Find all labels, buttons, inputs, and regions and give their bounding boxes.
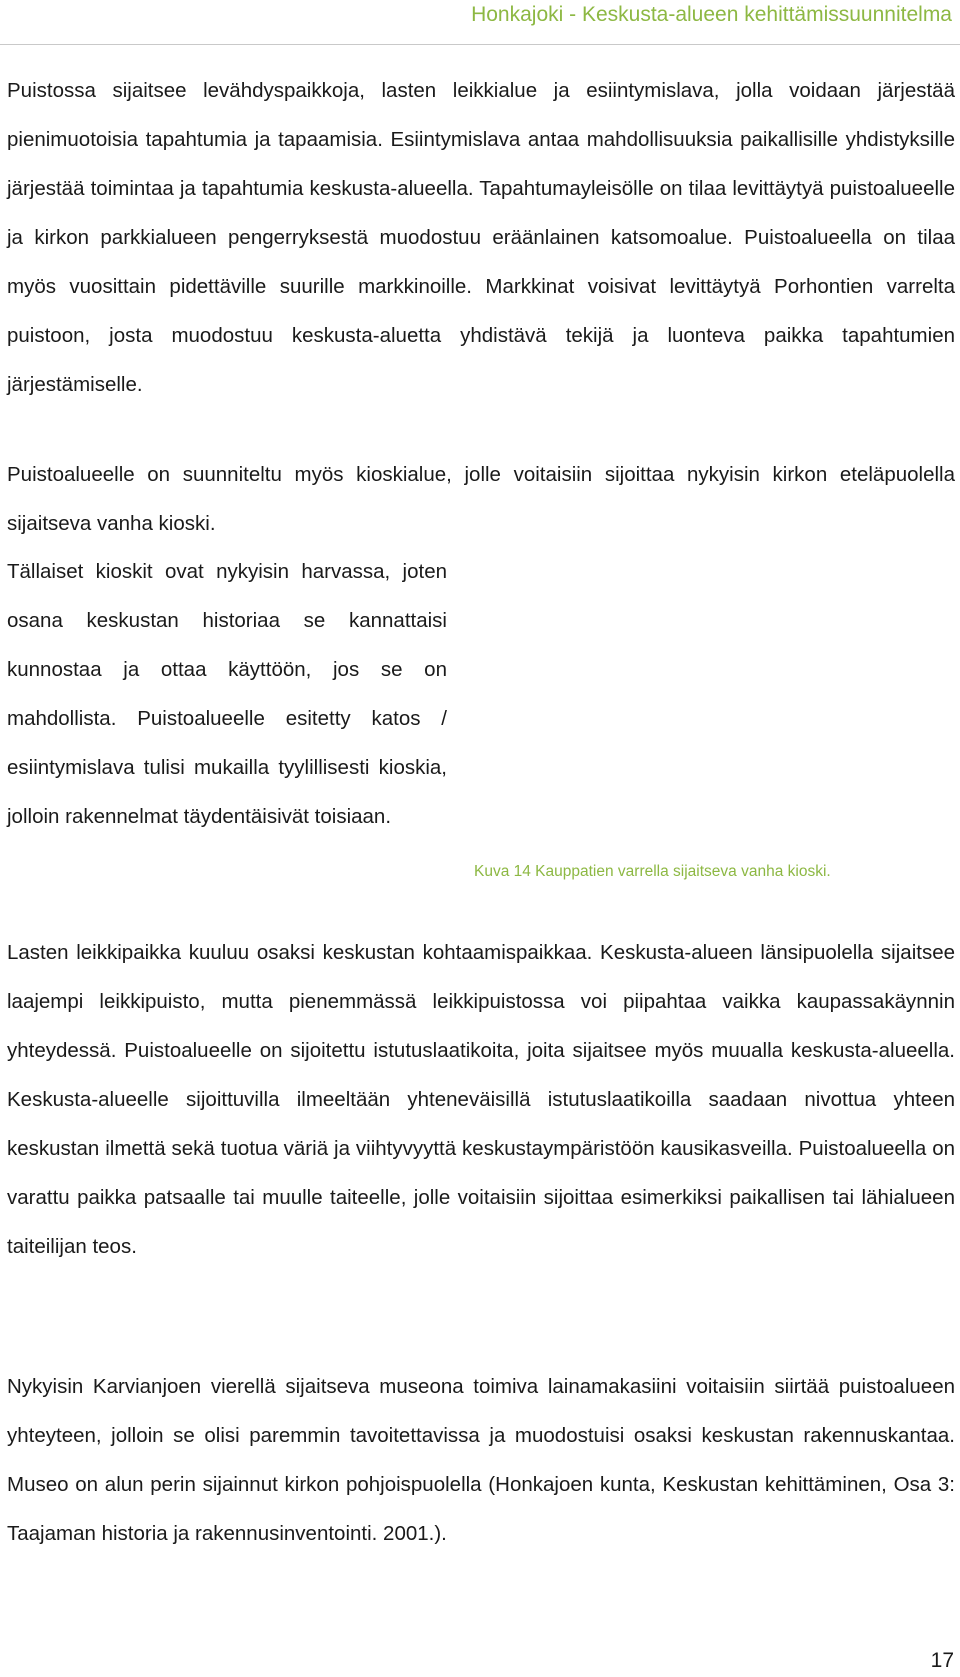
paragraph-playground: Lasten leikkipaikka kuuluu osaksi keskustan kohtaamispaikkaa. Keskusta-alueen länsipuolella sijaitsee laajempi leikkipuisto, mutta pienemmässä leikkipuistossa voi piipahtaa vaikka kaupassakäynnin yhteydessä. Puistoalueelle on sijoitettu istutuslaatikoita, joita sijaitsee myös muualla keskusta-alueella. Keskusta-alueelle sijoittuvilla ilmeeltään yhteneväisillä istutuslaatikoilla saadaan nivottua yhteen keskustan ilmettä sekä tuotua väriä ja viihtyvyyttä keskustaympäristöön kausikasveilla. Puistoalueella on varattu paikka patsaalle tai muulle taiteelle, jolle voitaisiin sijoittaa esimerkiksi paikallisen tai lähialueen taiteilijan teos.	[7, 941, 955, 1258]
header-divider	[0, 44, 960, 45]
figure-caption: Kuva 14 Kauppatien varrella sijaitseva vanha kioski.	[474, 863, 831, 880]
paragraph-kiosk-history: Tällaiset kioskit ovat nykyisin harvassa, joten osana keskustan historiaa se kannattaisi kunnostaa ja ottaa käyttöön, jos se on mahdollista. Puistoalueelle esitetty katos / esiintymislava tulisi mukailla tyylillisesti kioskia, jolloin rakennelmat täydentäisivät toisiaan.	[7, 560, 447, 828]
paragraph-events: Puistossa sijaitsee levähdyspaikkoja, lasten leikkialue ja esiintymislava, jolla voidaan järjestää pienimuotoisia tapahtumia ja tapaamisia. Esiintymislava antaa mahdollisuuksia paikallisille yhdistyksille järjestää toimintaa ja tapahtumia keskusta-alueella. Tapahtumayleisölle on tilaa levittäytyä puistoalueelle ja kirkon parkkialueen pengerryksestä muodostuu eräänlainen katsomoalue. Puistoalueella on tilaa myös vuosittain pidettäville suurille markkinoille. Markkinat voisivat levittäytyä Porhontien varrelta puistoon, josta muodostuu keskusta-aluetta yhdistävä tekijä ja luonteva paikka tapahtumien järjestämiselle.	[7, 79, 955, 396]
page-header-title: Honkajoki - Keskusta-alueen kehittämissuunnitelma	[471, 3, 952, 26]
page-number: 17	[930, 1649, 954, 1672]
paragraph-kiosk-intro: Puistoalueelle on suunniteltu myös kioskialue, jolle voitaisiin sijoittaa nykyisin kirkon eteläpuolella sijaitseva vanha kioski.	[7, 463, 955, 535]
paragraph-museum: Nykyisin Karvianjoen vierellä sijaitseva museona toimiva lainamakasiini voitaisiin siirtää puistoalueen yhteyteen, jolloin se olisi paremmin tavoitettavissa ja muodostuisi osaksi keskustan rakennuskantaa. Museo on alun perin sijainnut kirkon pohjoispuolella (Honkajoen kunta, Keskustan kehittäminen, Osa 3: Taajaman historia ja rakennusinventointi. 2001.).	[7, 1375, 955, 1545]
